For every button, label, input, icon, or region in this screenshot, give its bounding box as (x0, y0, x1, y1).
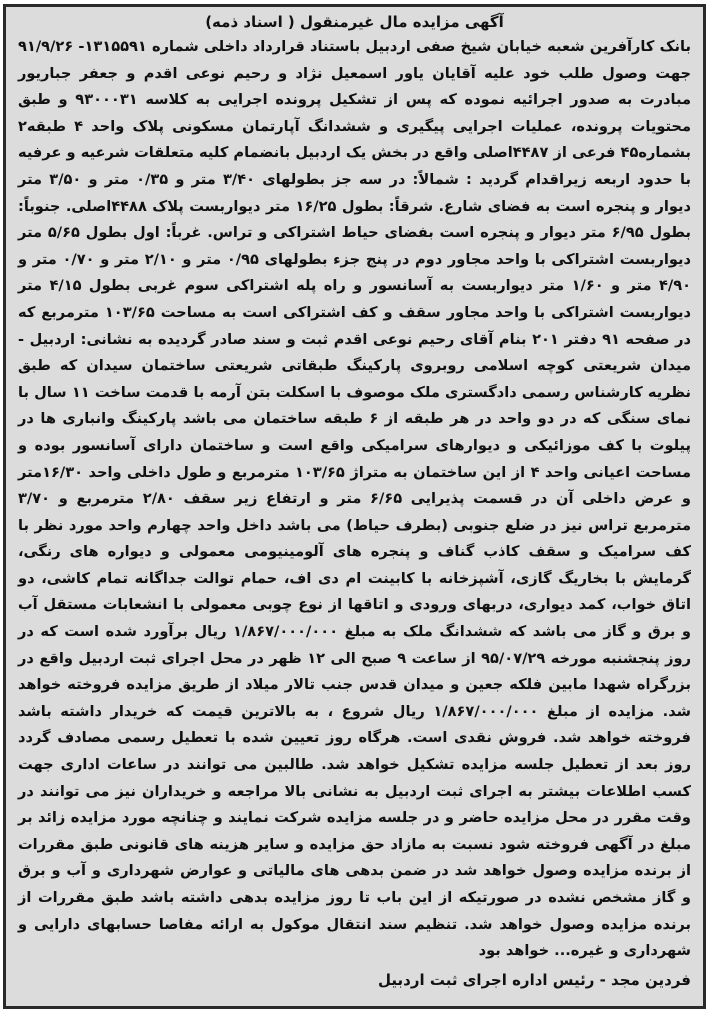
notice-body: بانک کارآفرین شعبه خیابان شیخ صفی اردبیل باستناد قرارداد داخلی شماره ۱۳۱۵۵۹۱- ۹۱/۹/۲۶ جهت وصول طلب خود علیه آقایان یاور اسمعیل نژاد و رحیم نوعی اقدم و جعفر جباریور مبادرت به صدور اجرائیه نموده که پس از تشکیل پرونده اجرایی به کلاسه ۹۳۰۰۰۳۱ و طبق محتویات پرونده، عملیات اجرایی پیگیری و ششدانگ آپارتمان مسکونی پلاک واحد ۴ طبقه۲ بشماره۴۵ فرعی از ۴۴۸۷اصلی واقع در بخش یک اردبیل بانضمام کلیه متعلقات شرعیه و عرفیه با حدود اربعه زیراقدام گردید : شمالاً: در سه جز بطولهای ۳/۴۰ متر و ۰/۳۵ متر و ۳/۵۰ متر دیوار و پنجره است به فضای شارع. شرقاً: بطول ۱۶/۲۵ متر دیواربست پلاک ۴۴۸۸اصلی. جنوباً: بطول ۶/۹۵ متر دیوار و پنجره است بفضای حیاط اشتراکی و تراس. غرباً: اول بطول ۵/۶۵ متر دیواربست اشتراکی با واحد مجاور دوم در پنج جزء بطولهای ۰/۹۵ متر و ۲/۱۰ متر و ۰/۷۰ متر و ۴/۹۰ متر و ۱/۶۰ متر دیواربست به آسانسور و راه پله اشتراکی سوم غربی بطول ۴/۱۵ متر دیواربست اشتراکی با واحد مجاور سقف و کف اشتراکی است به مساحت ۱۰۳/۶۵ مترمربع که در صفحه ۹۱ دفتر ۲۰۱ بنام آقای رحیم نوعی اقدم ثبت و سند صادر گردیده به نشانی: اردبیل - میدان شریعتی کوچه اسلامی روبروی پارکینگ طبقاتی شریعتی ساختمان سیدان که طبق نظریه کارشناس رسمی دادگستری ملک موصوف با اسکلت بتن آرمه با قدمت ساخت ۱۱ سال با نمای سنگی که در دو واحد در هر طبقه از ۶ طبقه ساختمان می باشد پارکینگ وانباری ها در پیلوت با کف موزائیکی و دیوارهای سرامیکی واقع است و ساختمان دارای آسانسور بوده و مساحت اعیانی واحد ۴ از این ساختمان به متراژ ۱۰۳/۶۵ مترمربع و طول داخلی واحد ۱۶/۳۰متر و عرض داخلی آن در قسمت پذیرایی ۶/۶۵ متر و ارتفاع زیر سقف ۲/۸۰ مترمربع و ۳/۷۰ مترمربع تراس نیز در ضلع جنوبی (بطرف حیاط) می باشد داخل واحد چهارم واحد مورد نظر با کف سرامیک و سقف کاذب گناف و پنجره های آلومینیومی معمولی و دیواره های رنگی، گرمایش با بخاریگ گازی، آشپزخانه با کابینت ام دی اف، حمام توالت جداگانه تمام کاشی، دو اتاق خواب، کمد دیواری، دربهای ورودی و اتاقها از نوع چوبی معمولی با انشعابات مستقل آب و برق و گاز می باشد که ششدانگ ملک به مبلغ ۱/۸۶۷/۰۰۰/۰۰۰ ریال برآورد شده است که در روز پنجشنبه مورخه ۹۵/۰۷/۲۹ از ساعت ۹ صبح الی ۱۲ ظهر در محل اجرای ثبت اردبیل واقع در بزرگراه شهدا مابین فلکه جعین و میدان قدس جنب تالار میلاد از طریق مزایده فروخته خواهد شد. مزایده از مبلغ ۱/۸۶۷/۰۰۰/۰۰۰ ریال شروع ، به بالاترین قیمت که خریدار داشته باشد فروخته خواهد شد. فروش نقدی است. هرگاه روز تعیین شده با تعطیل رسمی مصادف گردد روز بعد از تعطیل جلسه مزایده تشکیل خواهد شد. طالبین می توانند در ساعات اداری جهت کسب اطلاعات بیشتر به اجرای ثبت اردبیل به نشانی بالا مراجعه و خریداران نیز می توانند در وقت مقرر در محل مزایده حاضر و در جلسه مزایده شرکت نمایند و چنانچه مورد مزایده زائد بر مبلغ در آگهی فروخته شود نسبت به مازاد حق مزایده و سایر هزینه های قانونی طبق مقررات از برنده مزایده وصول خواهد شد در ضمن بدهی های مالیاتی و عوارض شهرداری و آب و برق و گاز مشخص نشده در صورتیکه از این باب تا روز مزایده بدهی داشته باشد طبق مقررات از برنده مزایده وصول خواهد شد. تنظیم سند انتقال موکول به ارائه مفاصا حسابهای دارایی و شهرداری و غیره... خواهد بود (18, 38, 692, 960)
notice-signature: فردین مجد - رئیس اداره اجرای ثبت اردبیل (377, 970, 691, 989)
notice-title: آگهی مزایده مال غیرمنقول ( اسناد ذمه) (205, 13, 504, 31)
auction-notice (3, 4, 706, 1009)
